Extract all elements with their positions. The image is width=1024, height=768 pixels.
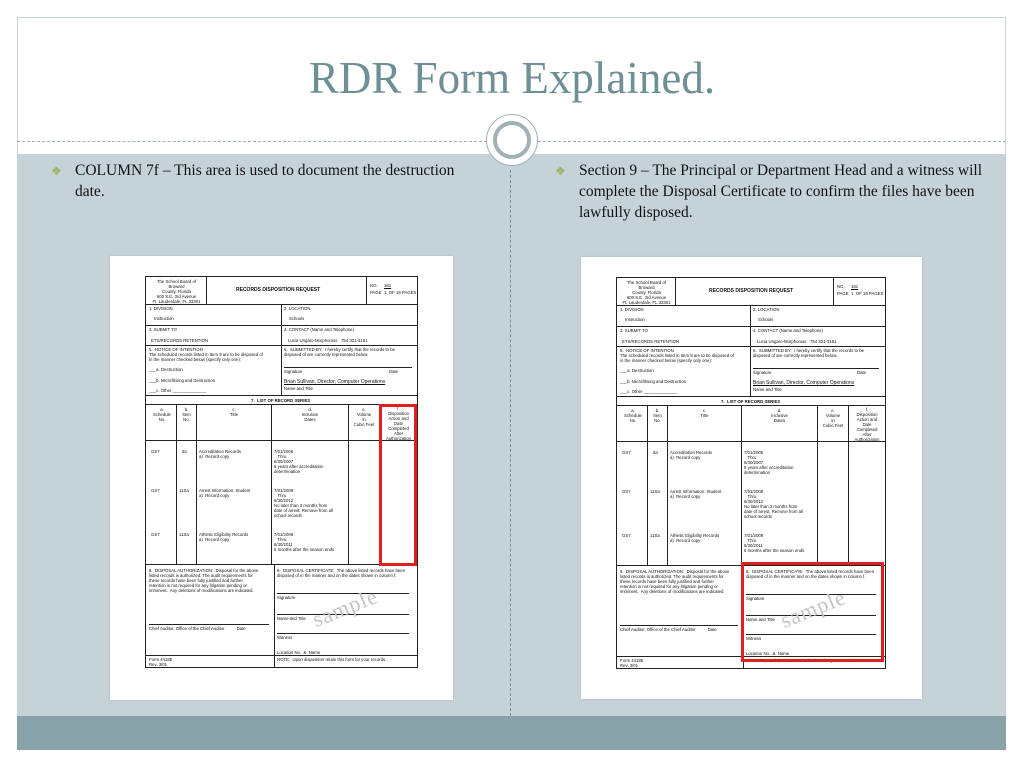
column-divider xyxy=(510,170,511,716)
form-no-value: 181 xyxy=(851,284,859,289)
diamond-bullet-icon: ❖ xyxy=(555,164,566,178)
form-s5-c: ___c. Other ______________ xyxy=(620,389,678,394)
form-s5: 5. NOTICE OF INTENTION The scheduled records listed in Item 9 are to be disposed of in the manner checked below (specify only one): xyxy=(149,347,263,362)
form-s9: 9. DISPOSAL CERTIFICATE: The above listed records have been disposed of in the manner and on the dates shown in column f. xyxy=(277,568,406,578)
form-sig-name: Brian Sullivan, Director, Computer Operations xyxy=(753,380,855,386)
form-s9: 9. DISPOSAL CERTIFICATE: The above listed records have been disposed of in the manner and on the dates shown in column f. xyxy=(746,569,875,579)
form-row2-title: Arrest Information: Student a) Record copy xyxy=(199,488,251,498)
form-sig-label: Signature xyxy=(753,370,772,375)
form-no-label: NO. xyxy=(837,284,845,289)
sample-watermark: sample xyxy=(308,583,382,632)
form-col-c: c. Title xyxy=(700,408,709,418)
form-row3-sched: GS7 xyxy=(151,532,160,537)
form-number: Form 4418E Rev. 3/01 xyxy=(149,657,173,667)
form-s4-val: Lucia Ungaro-Morphonios 754 321-3151 xyxy=(288,338,368,343)
form-s8: 8. DISPOSAL AUTHORIZATION: Disposal for the above listed records is authorized. The audit requirements for these records have been fully justified and further retention is not required for any litigation pending or imminent. Any deletions of modifications are indicated. xyxy=(149,568,259,593)
form-col-f: f. Disposition Action and Date Completed After Authorization xyxy=(385,406,412,441)
form-name-title: Name and Title xyxy=(284,386,313,391)
form-s8: 8. DISPOSAL AUTHORIZATION: Disposal for the above listed records is authorized. The audit requirements for these records have been fully justified and further retention is not required for any litigation pending or imminent. Any deletions of modifications are indicated. xyxy=(620,569,730,594)
form-note: NOTE: Upon disposition retain this form for your records. xyxy=(746,658,856,663)
form-s2-val: Schools xyxy=(758,317,774,322)
form-s7: 7. LIST OF RECORD SERIES xyxy=(251,398,311,403)
form-page: PAGE 1 OF 19 PAGES xyxy=(837,291,884,296)
form-row2-sched: GS7 xyxy=(151,488,160,493)
title-divider-left xyxy=(17,141,487,142)
form-no-value: 181 xyxy=(384,283,392,288)
form-s9-witness: Witness xyxy=(277,635,293,640)
form-row1-sched: GS7 xyxy=(151,449,160,454)
form-col-b: b. Item No. xyxy=(653,408,662,423)
footer-band xyxy=(17,716,1006,750)
form-s2: 2. LOCATION xyxy=(284,306,311,311)
form-col-a: a. Schedule No. xyxy=(624,408,642,423)
form-s5-a: ___a. Destruction xyxy=(149,367,183,372)
section-9-highlight xyxy=(741,562,884,662)
form-agency: The School Board of Broward County, Florida 600 S.E. 3rd Avenue Ft. Lauderdale, FL 33301 xyxy=(152,279,201,304)
form-row2-title: Arrest Information: Student a) Record copy xyxy=(670,489,722,499)
form-row1-dates: 7/01/2006 Thru 6/30/2007 5 years after accreditation determination xyxy=(274,449,324,474)
left-bullet-text: COLUMN 7f – This area is used to document the destruction date. xyxy=(75,162,455,200)
form-col-e: e. Volume in Cubic Feet xyxy=(353,407,375,427)
form-image-right xyxy=(581,257,922,699)
form-s9-loc: Location No. & Name xyxy=(746,651,790,656)
form-s3: 3. SUBMIT TO xyxy=(620,328,648,333)
form-s3-val: ETS/RECORDS RETENTION xyxy=(151,338,209,343)
title-divider-right xyxy=(538,141,1006,142)
form-no-label: NO. xyxy=(370,283,378,288)
form-s5: 5. NOTICE OF INTENTION The scheduled records listed in Item 9 are to be disposed of in the manner checked below (specify only one): xyxy=(620,348,734,363)
form-s5-a: ___a. Destruction xyxy=(620,368,654,373)
form-row3-dates: 7/01/2009 Thru 6/30/2011 6 months after the season ends xyxy=(274,532,335,552)
form-col-f: f. Disposition Action and Date Completed After Authorization xyxy=(854,407,880,442)
form-row1-item: 5a xyxy=(653,450,658,455)
form-s9-name: Name and Title xyxy=(746,617,775,622)
form-row2-item: 11Sa xyxy=(650,489,660,494)
form-s5-c: ___c. Other ______________ xyxy=(149,388,207,393)
form-sig-name: Brian Sullivan, Director, Computer Operations xyxy=(284,379,386,385)
form-row3-title: Athletic Eligibility Records a) Record copy xyxy=(670,533,720,543)
form-s9-name: Name and Title xyxy=(277,616,306,621)
form-col-a: a. Schedule No. xyxy=(153,407,171,422)
form-col-d: d. Inclusive Dates xyxy=(301,407,319,422)
form-s9-sig: Signature xyxy=(746,596,765,601)
form-s7: 7. LIST OF RECORD SERIES xyxy=(721,399,781,404)
form-row1-dates: 7/01/2006 Thru 6/30/2007 5 years after accreditation determination xyxy=(744,450,794,475)
form-s8-sig: Chief Auditor, Office of the Chief Auditor Date xyxy=(620,627,717,632)
form-row2-dates: 7/01/2009 Thru 6/30/2012 No later than 3 months from date of arrest. Remove from all school records xyxy=(274,488,333,518)
form-row3-item: 11Sa xyxy=(179,532,189,537)
column-7f-highlight xyxy=(379,404,417,566)
form-s6: 6. SUBMITTED BY: I hereby certify that the records to be disposed of are correctly represented below. xyxy=(284,347,396,357)
rdr-form xyxy=(145,276,418,668)
form-col-c: c. Title xyxy=(230,407,238,417)
left-bullet xyxy=(51,160,475,202)
form-row3-title: Athletic Eligibility Records a) Record copy xyxy=(199,532,249,542)
form-title: RECORDS DISPOSITION REQUEST xyxy=(709,288,794,294)
form-s1-val: Instruction xyxy=(154,316,174,321)
right-bullet xyxy=(555,160,989,223)
form-row2-item: 11Sa xyxy=(179,488,189,493)
form-s4: 4. CONTACT (Name and Telephone) xyxy=(284,327,354,332)
form-row1-title: Accreditation Records a) Record copy xyxy=(670,450,713,460)
form-name-title: Name and Title xyxy=(753,387,782,392)
form-s9-witness: Witness xyxy=(746,636,762,641)
diamond-bullet-icon: ❖ xyxy=(51,164,62,178)
form-row1-sched: GS7 xyxy=(622,450,631,455)
form-agency: The School Board of Broward County, Florida 600 S.E. 3rd Avenue Ft. Lauderdale, FL 33301 xyxy=(622,280,671,305)
form-s8-sig: Chief Auditor, Office of the Chief Auditor Date xyxy=(149,626,246,631)
form-col-b: b. Item No. xyxy=(182,407,191,422)
form-s3-val: ETS/RECORDS RETENTION xyxy=(622,339,680,344)
form-title: RECORDS DISPOSITION REQUEST xyxy=(236,287,321,293)
form-col-e: e. Volume in Cubic Feet xyxy=(822,408,844,428)
form-page: PAGE 1 OF 19 PAGES xyxy=(370,290,417,295)
form-s9-loc: Location No. & Name xyxy=(277,650,321,655)
form-note: NOTE: Upon disposition retain this form for your records. xyxy=(277,657,387,662)
form-date-label: Date xyxy=(389,369,399,374)
sample-watermark: sample xyxy=(776,584,850,633)
form-s2: 2. LOCATION xyxy=(753,307,780,312)
right-bullet-text: Section 9 – The Principal or Department Head and a witness will complete the Disposal Certificate to confirm the files have been lawfully disposed. xyxy=(579,162,983,221)
form-row3-sched: GS7 xyxy=(622,533,631,538)
form-row1-item: 5a xyxy=(182,449,187,454)
form-s4-val: Lucia Ungaro-Morphonios 754 321-3151 xyxy=(757,339,837,344)
form-s1: 1. DIVISION xyxy=(620,307,644,312)
form-s4: 4. CONTACT (Name and Telephone) xyxy=(753,328,823,333)
form-s1: 1. DIVISION xyxy=(149,306,173,311)
slide-title: RDR Form Explained. xyxy=(308,53,716,103)
form-s9-sig: Signature xyxy=(277,595,296,600)
form-date-label: Date xyxy=(857,370,867,375)
form-number: Form 4418E Rev. 3/01 xyxy=(620,658,644,668)
form-s5-b: ___b. Microfilming and Destruction xyxy=(149,378,216,383)
form-row2-sched: GS7 xyxy=(622,489,631,494)
form-col-d: d. Inclusive Dates xyxy=(771,408,788,423)
form-image-left xyxy=(110,256,453,700)
form-row2-dates: 7/01/2009 Thru 6/30/2012 No later than 3 months from date of arrest. Remove from all school records xyxy=(744,489,803,519)
form-s6: 6. SUBMITTED BY: I hereby certify that the records to be disposed of are correctly represented below. xyxy=(753,348,865,358)
circle-ornament-icon xyxy=(486,114,538,166)
form-s2-val: Schools xyxy=(289,316,305,321)
form-row3-dates: 7/01/2009 Thru 6/30/2011 6 months after the season ends xyxy=(744,533,805,553)
form-sig-label: Signature xyxy=(284,369,303,374)
form-s5-b: ___b. Microfilming and Destruction xyxy=(620,379,687,384)
form-row3-item: 11Sa xyxy=(650,533,660,538)
form-s1-val: Instruction xyxy=(625,317,645,322)
form-s3: 3. SUBMIT TO xyxy=(149,327,177,332)
form-row1-title: Accreditation Records a) Record copy xyxy=(199,449,242,459)
